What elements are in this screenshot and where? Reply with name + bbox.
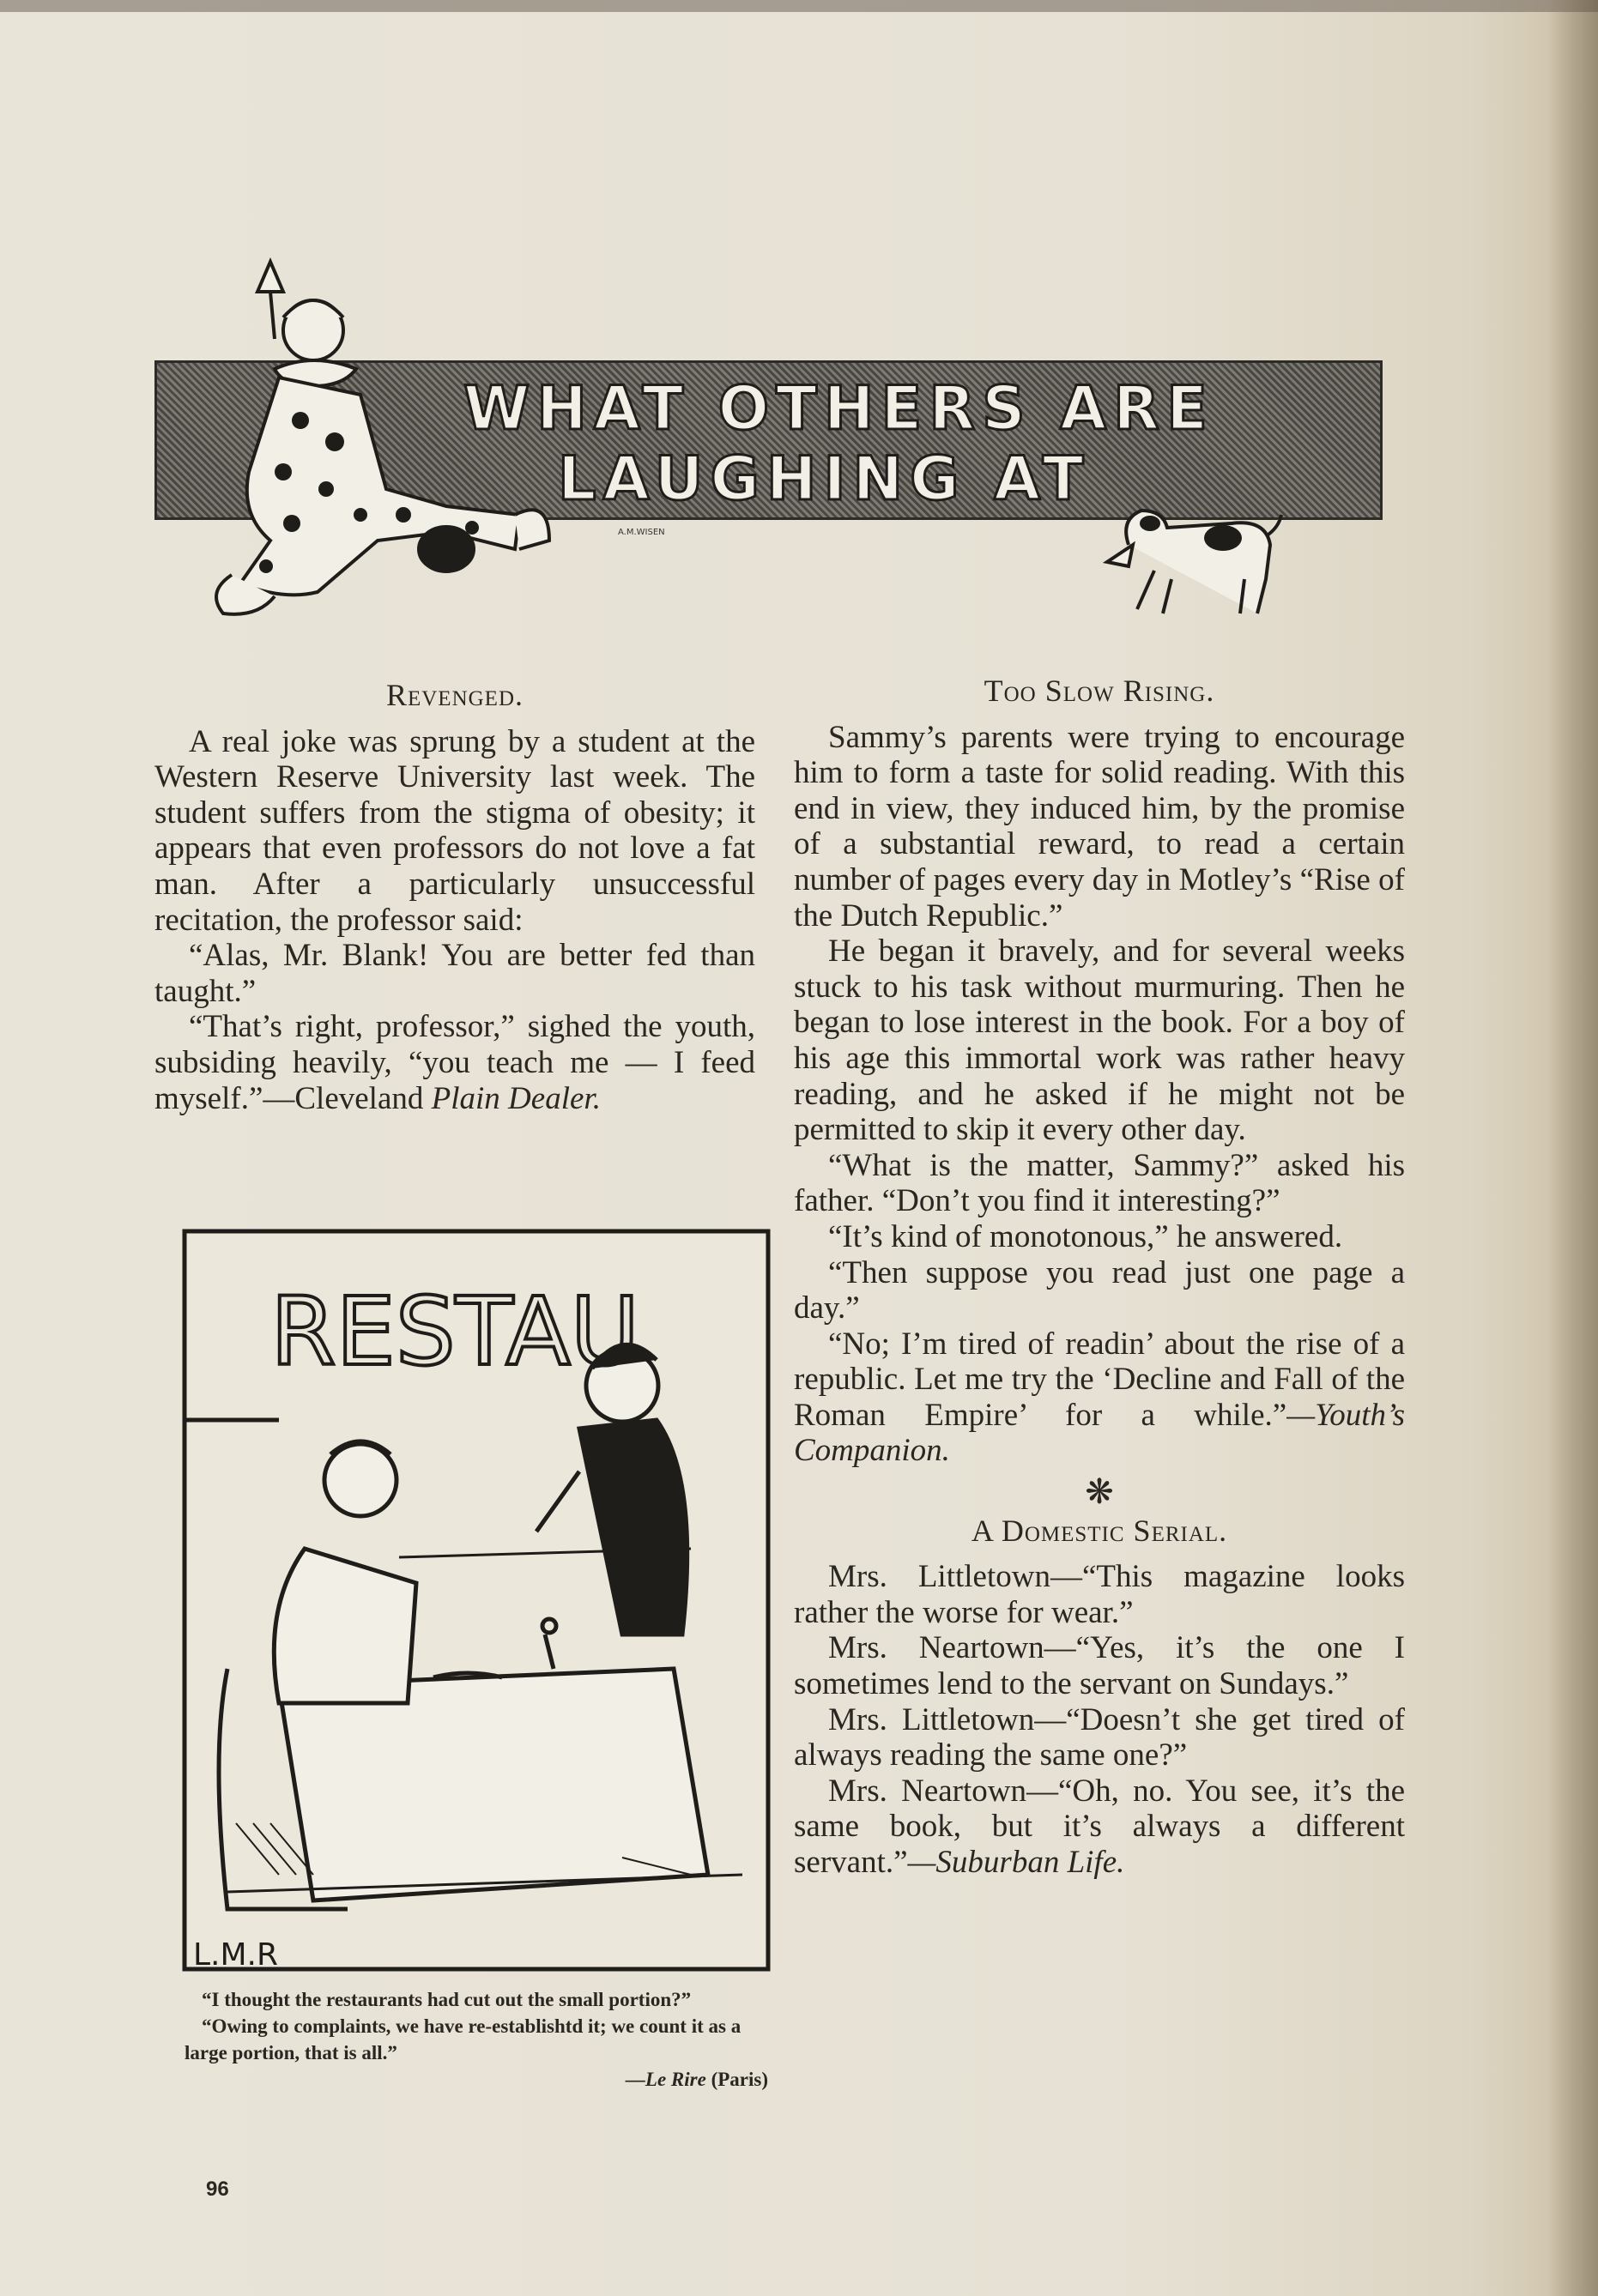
revenged-source: Plain Dealer. [431, 1080, 601, 1116]
banner-title-line-1: WHAT OTHERS ARE [463, 373, 1214, 444]
story1-paragraph-1: Sammy’s parents were trying to encourage him to form a taste for solid reading. With this end in view, they induced him, by the promise of a substantial reward, to read a certain number of pages every day in Motley’s “Rise of the Dutch Republic.” [794, 719, 1405, 934]
asterisk-separator: ❋ [1085, 1472, 1114, 1512]
revenged-paragraph-3 [154, 1009, 755, 1116]
story1-paragraph-5: “Then suppose you read just one page a day.” [794, 1254, 1405, 1326]
story2-paragraph-2: Mrs. Neartown—“Yes, it’s the one I sometimes lend to the servant on Sundays.” [794, 1630, 1405, 1702]
caption-source-place: (Paris) [705, 2069, 768, 2090]
page-binding-shadow [1547, 0, 1598, 2296]
caption-source [185, 2066, 768, 2093]
revenged-paragraph-2: “Alas, Mr. Blank! You are better fed than taught.” [154, 938, 755, 1009]
banner-artist-signature: A.M.WISEN [618, 528, 665, 537]
restaurant-cartoon [176, 1223, 777, 1978]
story2-last-text: Mrs. Neartown—“Oh, no. You see, it’s the same book, but it’s always a different servant.” [794, 1773, 1405, 1880]
caption-source-title: —Le Rire [625, 2069, 706, 2090]
story2-source: —Suburban Life. [907, 1845, 1125, 1880]
revenged-paragraph-1: A real joke was sprung by a student at the Western Reserve University last week. The student suffers from the stigma of obesity; it appears that even professors do not love a fat man. After a particularly unsuccessful recitation, the professor said: [154, 723, 755, 938]
heading-a-domestic-serial: A Domestic Serial. [971, 1513, 1228, 1548]
heading-too-slow-rising: Too Slow Rising. [984, 674, 1215, 708]
dog-illustration [1094, 485, 1283, 622]
story2-paragraph-4 [794, 1773, 1405, 1881]
caption-line-1: “I thought the restaurants had cut out the small portion?” [202, 1989, 692, 2010]
story1-paragraph-6 [794, 1326, 1405, 1469]
story2-paragraph-1: Mrs. Littletown—“This magazine looks rather the worse for wear.” [794, 1559, 1405, 1630]
story1-paragraph-4: “It’s kind of monotonous,” he answered. [828, 1218, 1343, 1254]
story1-paragraph-3: “What is the matter, Sammy?” asked his father. “Don’t you find it interesting?” [794, 1147, 1405, 1219]
story1-last-text: “No; I’m tired of readin’ about the rise of a republic. Let me try the ‘Decline and Fall of the Roman Empire’ for a while.” [794, 1326, 1405, 1433]
story1-paragraph-2: He began it bravely, and for several weeks stuck to his task without murmuring. Then he began to lose interest in the book. For a boy of his age this immortal work was rather heavy reading, and he asked if he might not be permitted to skip it every other day. [794, 934, 1405, 1148]
left-column [154, 678, 755, 1116]
header-banner [154, 257, 1382, 635]
page-top-edge [0, 0, 1598, 12]
story1-source: —Youth’s Companion. [794, 1397, 1405, 1469]
cartoon-signature: L.M.R [193, 1937, 279, 1973]
story2-paragraph-3: Mrs. Littletown—“Doesn’t she get tired of always reading the same one?” [794, 1701, 1405, 1773]
right-column [794, 674, 1405, 1881]
cartoon-caption [185, 1986, 768, 2093]
banner-title-line-2: LAUGHING AT [558, 444, 1091, 514]
page-number: 96 [206, 2178, 229, 2201]
heading-revenged: Revenged. [385, 678, 524, 712]
cartoon-sign-text: RESTAU [270, 1277, 640, 1387]
caption-line-2: “Owing to complaints, we have re-establishtd it; we count it as a large portion, that is all.” [185, 2015, 741, 2063]
revenged-paragraph-3-text: “That’s right, professor,” sighed the youth, subsiding heavily, “you teach me — I feed myself.”—Cleveland [154, 1009, 755, 1116]
